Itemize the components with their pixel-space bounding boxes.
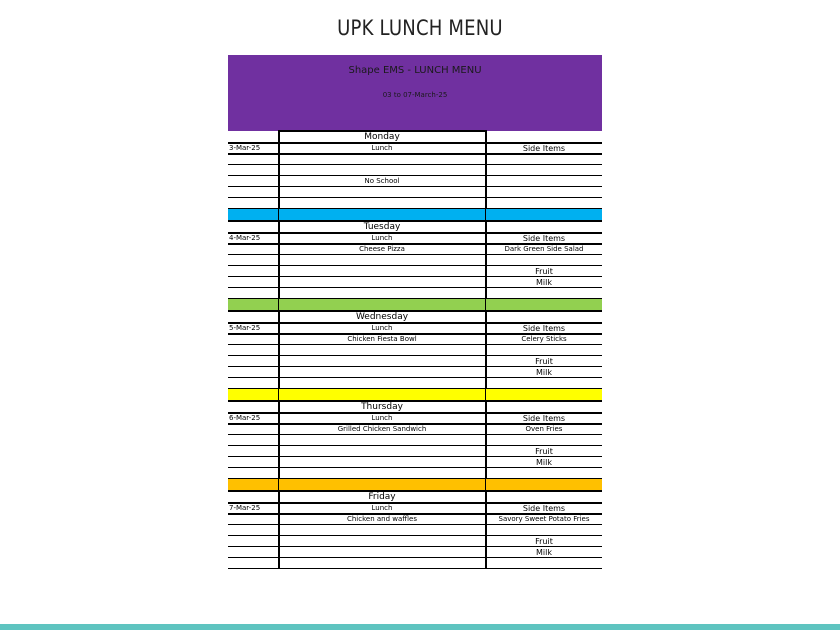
side-items-header: Side Items [522, 504, 566, 513]
day-name: Friday [368, 492, 396, 502]
lunch-item: Chicken and waffles [346, 515, 418, 523]
lunch-header: Lunch [371, 234, 393, 242]
side-item: Fruit [535, 267, 553, 276]
date-cell: 6-Mar-25 [229, 414, 261, 422]
lunch-item: No School [364, 177, 400, 185]
column-border [278, 400, 280, 479]
side-items-header: Side Items [522, 144, 566, 153]
date-cell: 7-Mar-25 [229, 504, 261, 512]
column-border [278, 310, 280, 389]
column-border [485, 310, 487, 389]
date-cell: 4-Mar-25 [229, 234, 261, 242]
column-border [485, 490, 487, 569]
menu-header-band [228, 55, 602, 131]
menu-title: Shape EMS - LUNCH MENU [348, 65, 482, 76]
side-item: Milk [536, 368, 552, 377]
day-name: Thursday [361, 402, 403, 412]
day-name: Wednesday [355, 312, 409, 322]
side-items-header: Side Items [522, 414, 566, 423]
side-items-header: Side Items [522, 234, 566, 243]
side-items-header: Side Items [522, 324, 566, 333]
column-border [278, 490, 280, 569]
date-cell: 3-Mar-25 [229, 144, 261, 152]
side-item: Milk [536, 278, 552, 287]
lunch-header: Lunch [371, 414, 393, 422]
column-border [485, 130, 487, 209]
side-item: Fruit [535, 357, 553, 366]
day-name: Tuesday [363, 222, 401, 232]
side-item: Savory Sweet Potato Fries [498, 515, 590, 523]
lunch-item: Cheese Pizza [359, 245, 405, 253]
lunch-header: Lunch [371, 504, 393, 512]
column-border [485, 220, 487, 299]
side-item: Fruit [535, 537, 553, 546]
side-item: Milk [536, 548, 552, 557]
page-title: UPK LUNCH MENU [337, 16, 503, 40]
lunch-menu-sheet [228, 55, 602, 623]
day-box-top-border [278, 130, 487, 132]
side-item: Milk [536, 458, 552, 467]
date-cell: 5-Mar-25 [229, 324, 261, 332]
row-border [228, 568, 602, 569]
column-border [278, 130, 280, 209]
lunch-header: Lunch [371, 324, 393, 332]
lunch-item: Chicken Fiesta Bowl [347, 335, 417, 343]
menu-date-range: 03 to 07-March-25 [382, 91, 448, 99]
side-item: Celery Sticks [521, 335, 567, 343]
lunch-header: Lunch [371, 144, 393, 152]
day-name: Monday [364, 132, 400, 142]
column-border [485, 400, 487, 479]
lunch-item: Grilled Chicken Sandwich [337, 425, 427, 433]
side-item: Fruit [535, 447, 553, 456]
side-item: Dark Green Side Salad [504, 245, 584, 253]
bottom-accent-rule [0, 624, 840, 630]
column-border [278, 220, 280, 299]
side-item: Oven Fries [525, 425, 563, 433]
